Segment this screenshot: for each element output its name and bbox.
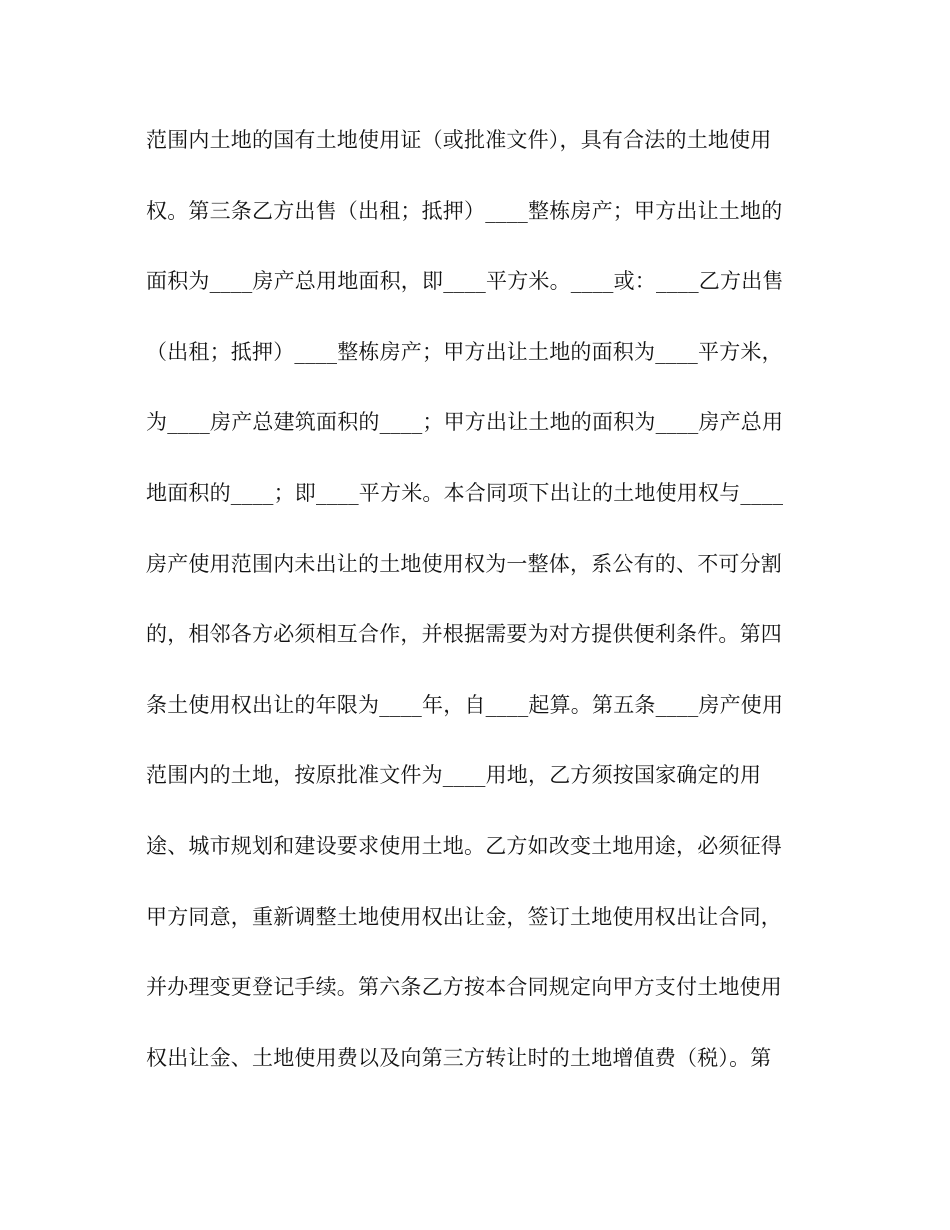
text-line: 条土使用权出让的年限为____年，自____起算。第五条____房产使用 bbox=[146, 692, 784, 717]
text-line: （出租；抵押）____整栋房产；甲方出让土地的面积为____平方米， bbox=[146, 339, 783, 364]
contract-body-text bbox=[146, 118, 806, 1106]
text-line: 地面积的____；即____平方米。本合同项下出让的土地使用权与____ bbox=[146, 480, 784, 505]
text-line: 范围内土地的国有土地使用证（或批准文件），具有合法的土地使用 bbox=[146, 128, 772, 152]
text-line: 权出让金、土地使用费以及向第三方转让时的土地增值费（税）。第 bbox=[146, 1045, 772, 1070]
text-line: 甲方同意，重新调整土地使用权出让金，签订土地使用权出让合同， bbox=[146, 904, 782, 929]
text-line: 为____房产总建筑面积的____；甲方出让土地的面积为____房产总用 bbox=[146, 410, 784, 435]
text-line: 面积为____房产总用地面积，即____平方米。____或：____乙方出售 bbox=[146, 269, 784, 294]
text-line: 途、城市规划和建设要求使用土地。乙方如改变土地用途，必须征得 bbox=[146, 833, 782, 858]
text-line: 房产使用范围内未出让的土地使用权为一整体，系公有的、不可分割 bbox=[146, 551, 782, 576]
text-line: 范围内的土地，按原批准文件为____用地，乙方须按国家确定的用 bbox=[146, 763, 762, 788]
text-line: 权。第三条乙方出售（出租；抵押）____整栋房产；甲方出让土地的 bbox=[146, 198, 783, 223]
text-line: 并办理变更登记手续。第六条乙方按本合同规定向甲方支付土地使用 bbox=[146, 975, 782, 1000]
text-line: 的，相邻各方必须相互合作，并根据需要为对方提供便利条件。第四 bbox=[146, 622, 782, 647]
